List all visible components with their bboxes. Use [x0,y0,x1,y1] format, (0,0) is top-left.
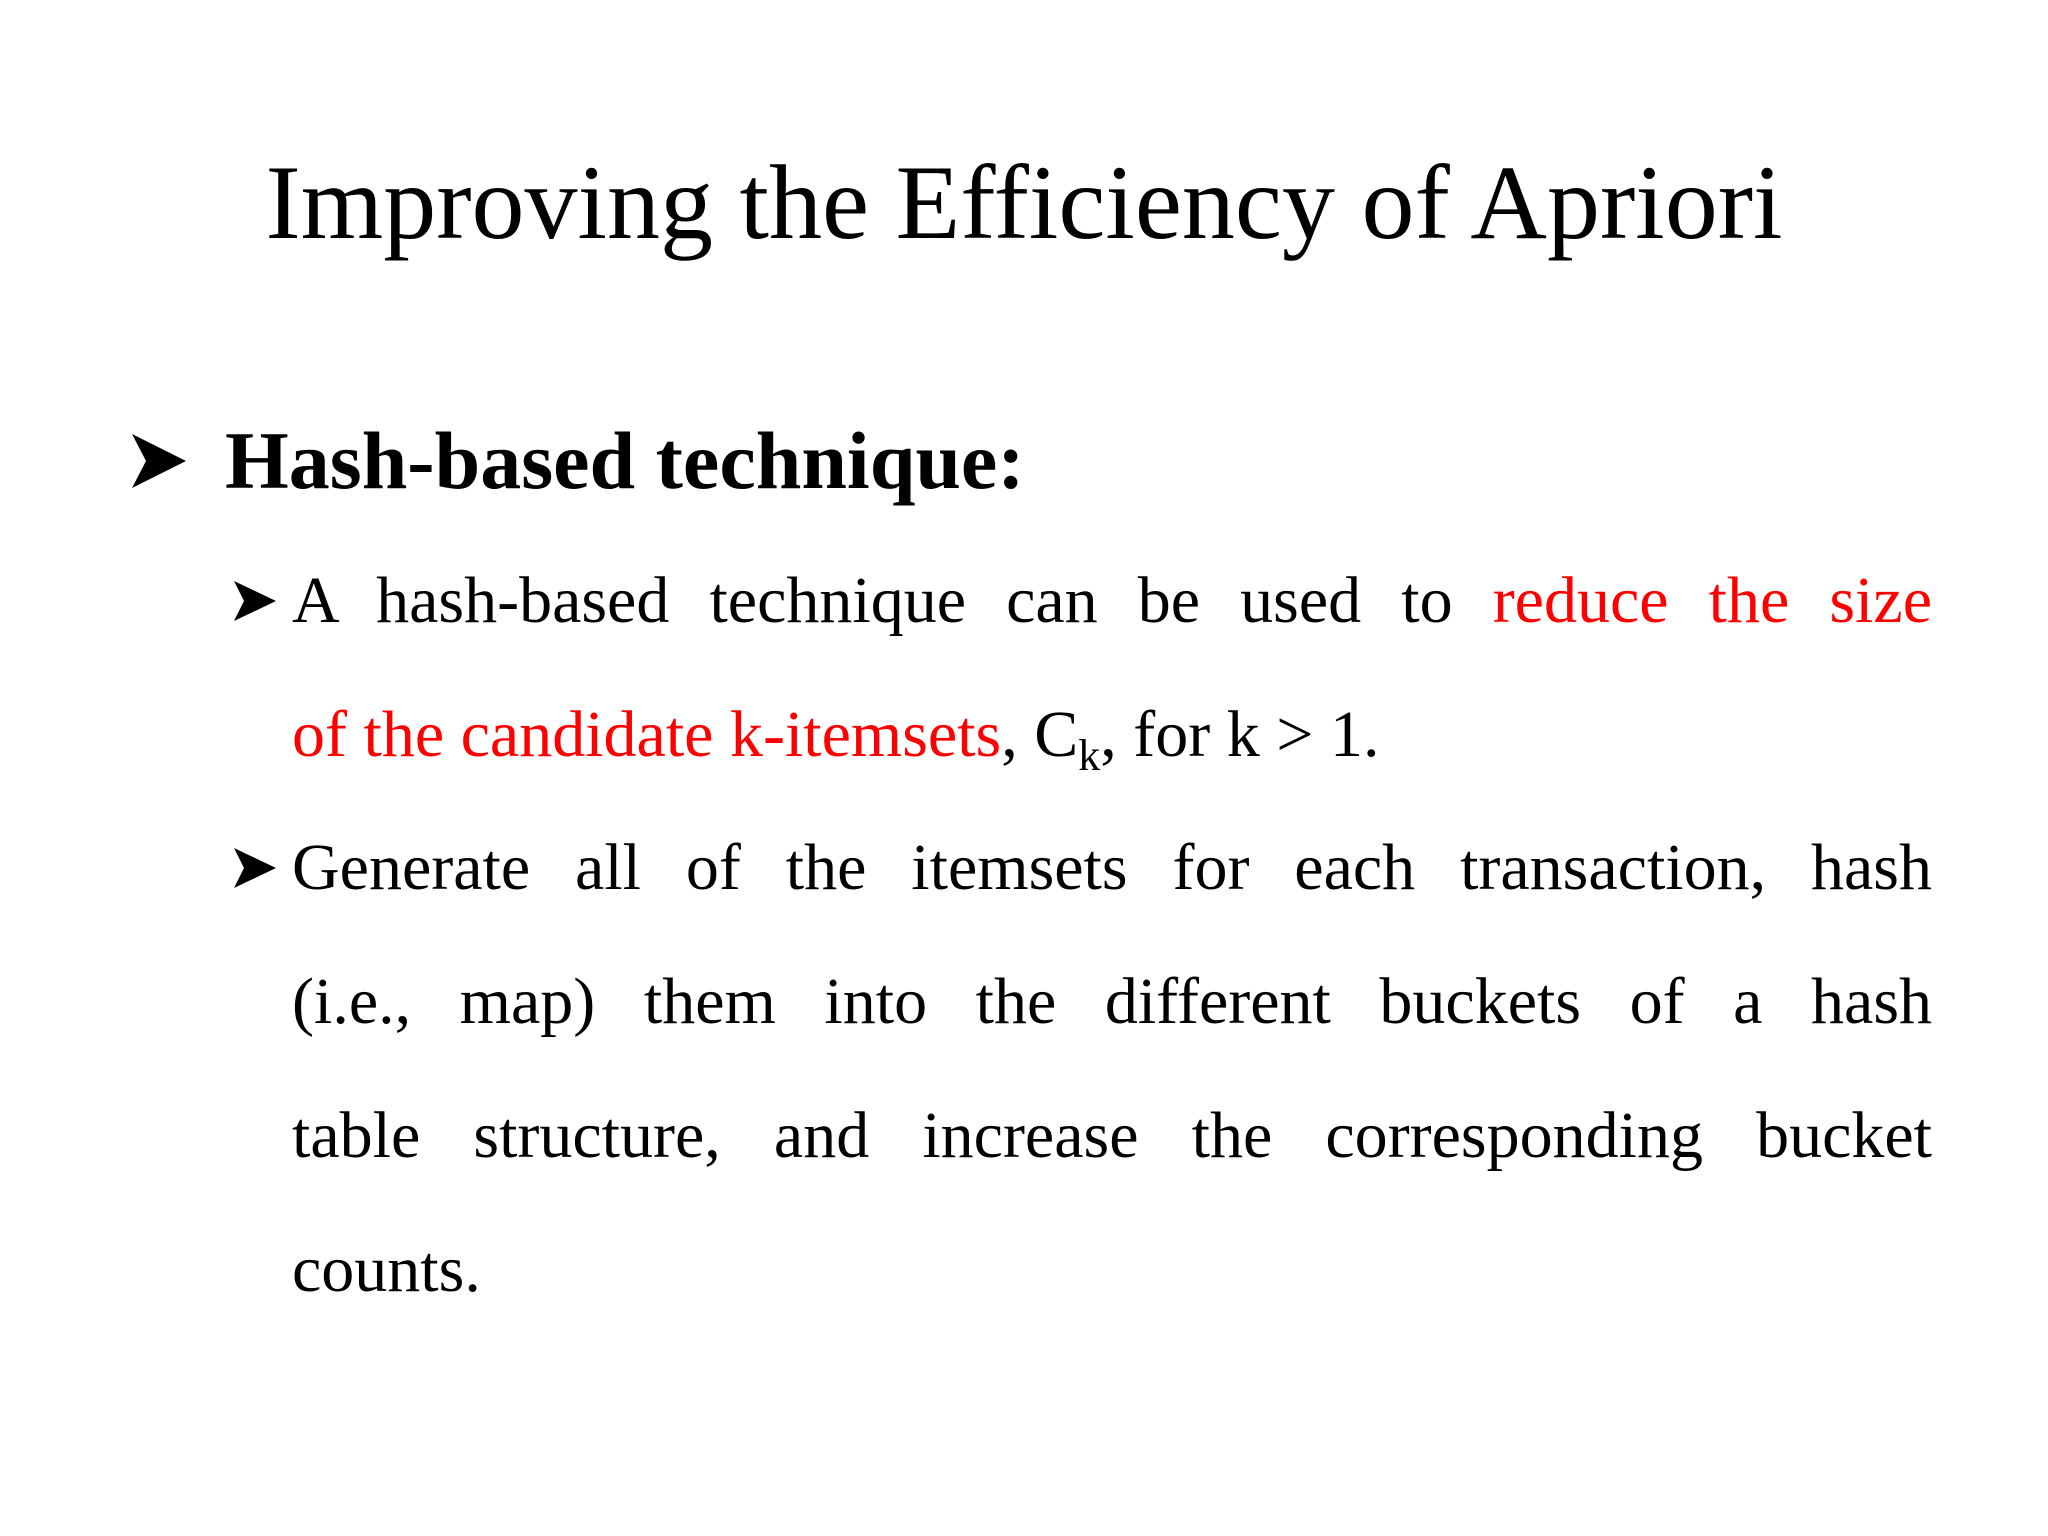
bullet-point-1-tail: , C [1001,698,1079,771]
highlight-text: reduce the size [1492,564,1932,637]
highlight-text: of the candidate k-itemsets [292,698,1002,771]
subscript-k: k [1078,731,1101,780]
bullet-point-2-line-4: counts. [292,1233,481,1306]
bullet-point-1-line-2 [292,668,1932,802]
arrowhead-bullet-icon [232,845,278,891]
arrowhead-bullet-icon [232,578,278,624]
arrowhead-bullet-icon [130,432,188,490]
bullet-point-1-line-1 [292,534,1932,670]
bullet-point-1-text: A hash-based technique can be used to [292,564,1493,637]
section-heading: Hash-based technique: [225,415,1025,506]
slide-title: Improving the Efficiency of Apriori [265,144,1783,261]
bullet-point-1-tail-end: , for k > 1. [1100,698,1380,771]
bullet-point-2-line-3: table structure, and increase the corresponding bucket [292,1099,1932,1172]
bullet-point-2-line-2: (i.e., map) them into the different buckets of a hash [292,965,1932,1038]
bullet-point-2-line-1: Generate all of the itemsets for each transaction, hash [292,831,1932,904]
